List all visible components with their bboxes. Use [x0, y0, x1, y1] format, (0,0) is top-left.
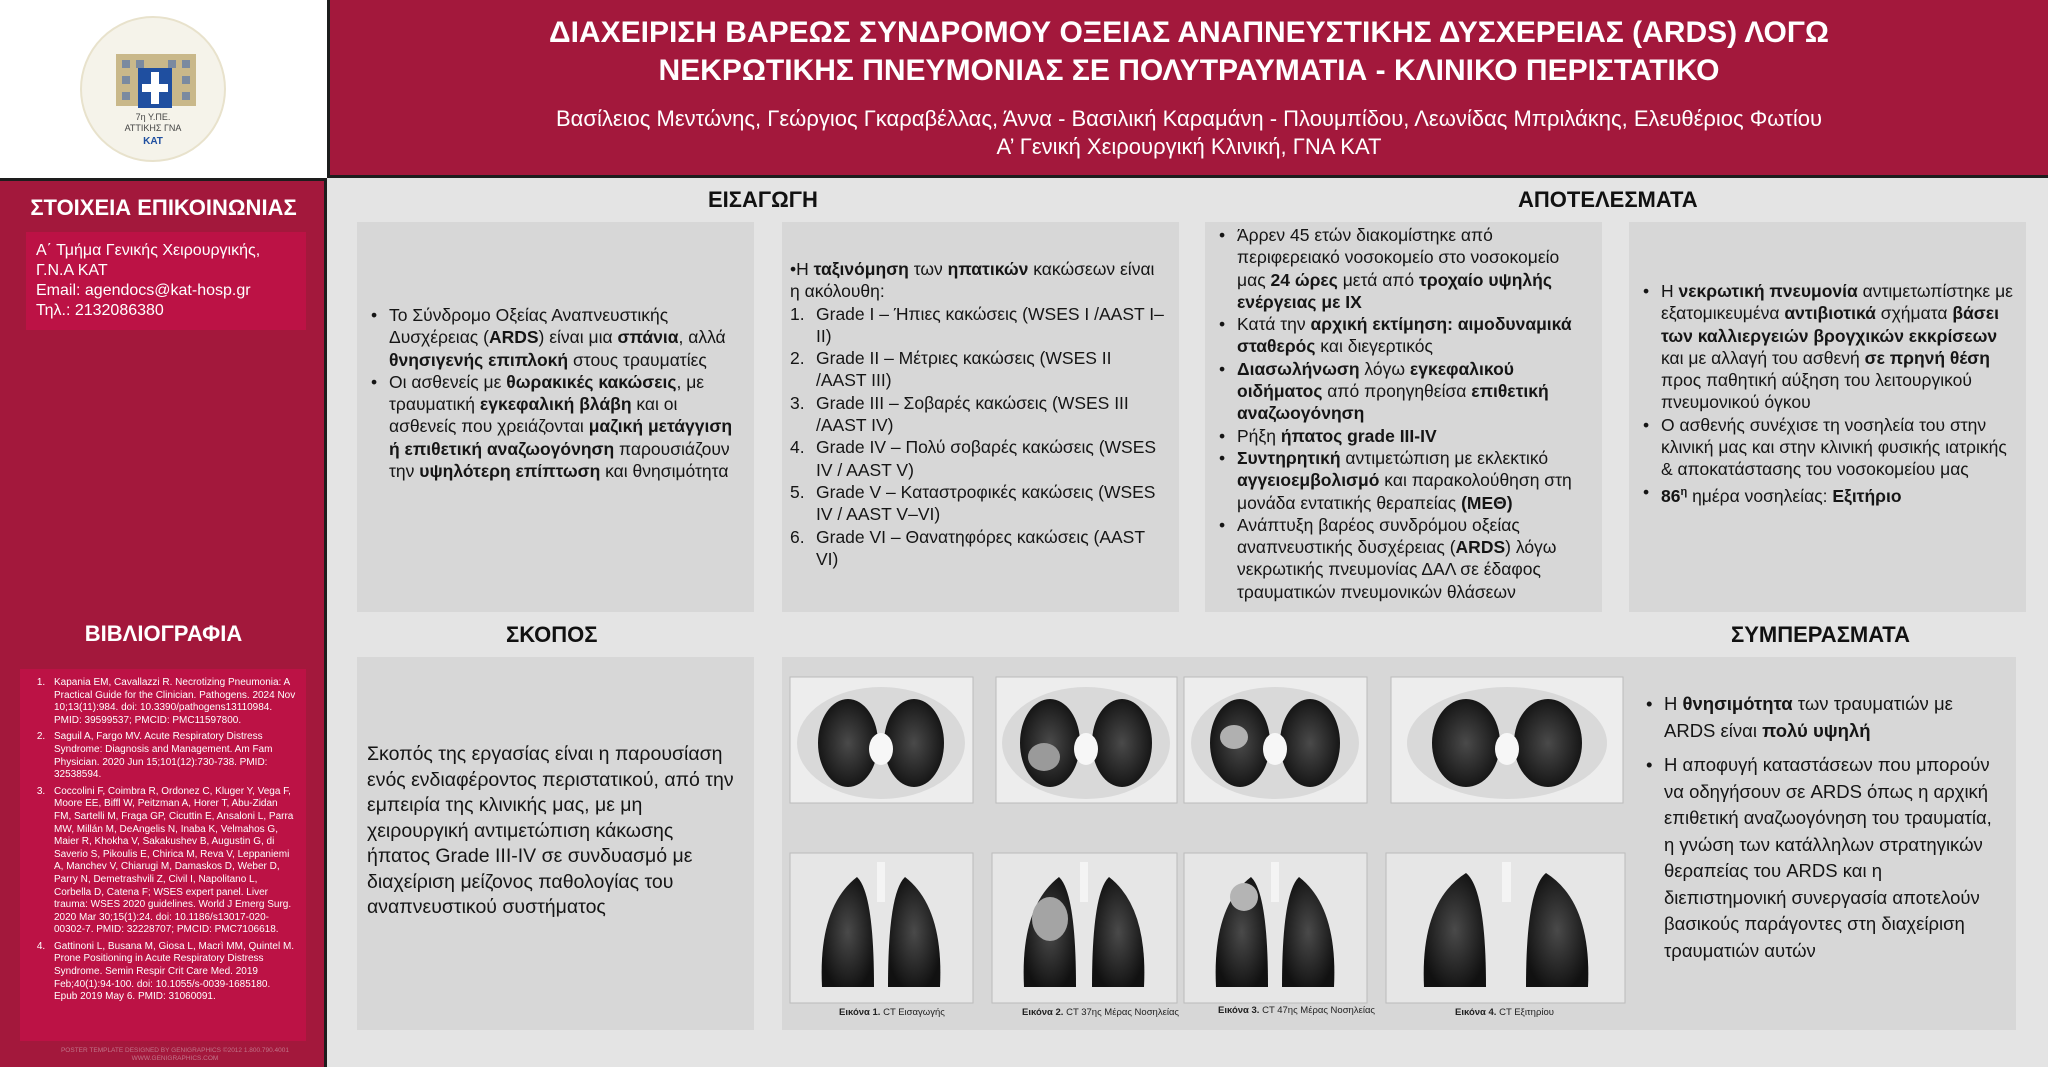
ct-axial-3	[1184, 677, 1367, 803]
liver-grades-panel	[782, 222, 1179, 612]
results-bullet: • Ρήξη ήπατος grade III-IV	[1211, 425, 1592, 447]
ct-axial-2	[996, 677, 1177, 803]
aim-text: Σκοπός της εργασίας είναι η παρουσίαση ενός ενδιαφέροντος περιστατικού, από την εμπειρία της κλινικής μας, με μη χειρουργική αντιμετώπιση κάκωσης ήπατος Grade III-IV σε συνδυασμό με διαχείριση μείζονος παθολογίας του αναπνευστικού συστήματος	[367, 743, 734, 918]
aim-panel	[357, 657, 754, 1030]
authors: Βασίλειος Μεντώνης, Γεώργιος Γκαραβέλλας, Άννα - Βασιλική Καραμάνη - Πλουμπίδου, Λεωνίδας Μπριλάκης, Ελευθέριος Φωτίου	[555, 106, 1823, 131]
results-bullet: • $86^\eta$ ημέρα νοσηλείας: Εξιτήριο	[1635, 481, 2016, 507]
ct-images	[782, 657, 1634, 1030]
results-bullet: • Ανάπτυξη βαρέος συνδρόμου οξείας αναπνευστικής δυσχέρειας (ARDS) λόγω νεκρωτικής πνευμονίας ΔΑΛ σε έδαφος τραυματικών πνευμονικών θλάσεων	[1211, 514, 1592, 603]
conclusion-bullet: • Η αποφυγή καταστάσεων που μπορούν να οδηγήσουν σε ARDS όπως η αρχική επιθετική αναζωογόνηση του τραυματία, η γνώση των κατάλληλων στρατηγικών θεραπείας του ARDS και η διεπιστημονική συνεργασία αποτελούν βασικούς παράγοντες στη διαχείριση τραυματιών αυτών	[1638, 752, 2006, 964]
title-line-1: ΔΙΑΧΕΙΡΙΣΗ ΒΑΡΕΩΣ ΣΥΝΔΡΟΜΟΥ ΟΞΕΙΑΣ ΑΝΑΠΝΕΥΣΤΙΚΗΣ ΔΥΣΧΕΡΕΙΑΣ (ARDS) ΛΟΓΩ	[549, 16, 1829, 49]
aim-heading: ΣΚΟΠΟΣ	[506, 622, 598, 647]
results-heading: ΑΠΟΤΕΛΕΣΜΑΤΑ	[1518, 187, 1698, 212]
contact-line: Α΄ Τμήμα Γενικής Χειρουργικής,	[36, 242, 261, 259]
contact-email[interactable]: Email: agendocs@kat-hosp.gr	[36, 282, 251, 299]
ct-images-panel	[782, 657, 1634, 1030]
results-panel-1	[1205, 222, 1602, 612]
results-bullet: • Διασωλήνωση λόγω εγκεφαλικού οιδήματος από προηγηθείσα επιθετική αναζωογόνηση	[1211, 358, 1592, 425]
grade-item: 4. Grade IV – Πολύ σοβαρές κακώσεις (WSES IV / AAST V)	[790, 437, 1157, 480]
results-bullet: • Κατά την αρχική εκτίμηση: αιμοδυναμικά σταθερός και διεγερτικός	[1211, 313, 1592, 358]
results-bullet: • Η νεκρωτική πνευμονία αντιμετωπίστηκε με εξατομικευμένα αντιβιοτικά σχήματα βάσει των καλλιεργειών βρογχικών εκκρίσεων και με αλλαγή του ασθενή σε πρηνή θέση προς παθητική αύξηση του λειτουργικού πνευμονικού όγκου	[1635, 280, 2016, 414]
figure-caption: Εικόνα 4. CT Εξιτηρίου	[1455, 1007, 1554, 1018]
results-bullet: • Άρρεν 45 ετών διακομίστηκε από περιφερειακό νοσοκομείο στο νοσοκομείο μας 24 ώρες μετά από τροχαίο υψηλής ενέργειας με ΙΧ	[1211, 224, 1592, 313]
title-line-2: ΝΕΚΡΩΤΙΚΗΣ ΠΝΕΥΜΟΝΙΑΣ ΣΕ ΠΟΛΥΤΡΑΥΜΑΤΙΑ - ΚΛΙΝΙΚΟ ΠΕΡΙΣΤΑΤΙΚΟ	[658, 54, 1720, 87]
grade-item: 6. Grade VI – Θανατηφόρες κακώσεις (AAST VI)	[790, 526, 1145, 569]
ct-coronal-4	[1386, 853, 1625, 1003]
conclusions-panel	[1634, 657, 2016, 1030]
logo-line1: 7η Υ.ΠΕ.	[135, 112, 171, 122]
conclusion-bullet: • Η θνησιμότητα των τραυματιών με ARDS είναι πολύ υψηλή	[1638, 691, 2006, 744]
figure-caption: Εικόνα 2. CT 37ης Μέρας Νοσηλείας	[1022, 1007, 1180, 1018]
bibliography-box	[20, 669, 306, 1041]
intro-bullet: • Το Σύνδρομο Οξείας Αναπνευστικής Δυσχέρειας (ARDS) είναι μια σπάνια, αλλά θνησιγενής επιπλοκή στους τραυματίες	[363, 304, 740, 371]
template-footnote: POSTER TEMPLATE DESIGNED BY GENIGRAPHICS ©2012 1.800.790.4001 WWW.GENIGRAPHICS.COM	[60, 1047, 290, 1062]
reference-item: 1. Kapania EM, Cavallazzi R. Necrotizing Pneumonia: A Practical Guide for the Clinician. Pathogens. 2024 Nov 10;13(11):984. doi: 10.3390/pathogens13110984. PMID: 39599537; PMCID: PMC11597800.	[48, 677, 296, 727]
reference-item: 4. Gattinoni L, Busana M, Giosa L, Macrì MM, Quintel M. Prone Positioning in Acute Respiratory Distress Syndrome. Semin Respir Crit Care Med. 2019 Feb;40(1):94-100. doi: 10.1055/s-0039-1685180. Epub 2019 May 6. PMID: 31060091.	[48, 941, 296, 1004]
logo-line3: ΚΑΤ	[143, 136, 163, 147]
grade-item: 1. Grade I – Ήπιες κακώσεις (WSES I /AAST I–II)	[790, 303, 1164, 346]
sidebar	[0, 178, 327, 1067]
reference-list	[26, 677, 296, 1004]
grade-item: 2. Grade II – Μέτριες κακώσεις (WSES II /AAST III)	[790, 348, 1112, 391]
reference-item: 3. Coccolini F, Coimbra R, Ordonez C, Kluger Y, Vega F, Moore EE, Biffl W, Peitzman A, Horer T, Abu-Zidan FM, Sartelli M, Fraga GP, Cicuttin E, Ansaloni L, Parra MW, Millán M, DeAngelis N, Inaba K, Velmahos G, Maier R, Khokha V, Sakakushev B, Augustin G, di Saverio S, Pikoulis E, Chirica M, Reva V, Leppaniemi A, Manchev V, Chiarugi M, Damaskos D, Weber D, Parry N, Demetrashvili Z, Civil I, Napolitano L, Corbella D, Catena F; WSES expert panel. Liver trauma: WSES 2020 guidelines. World J Emerg Surg. 2020 Mar 30;15(1):24. doi: 10.1186/s13017-020-00302-7. PMID: 32228707; PMCID: PMC7106618.	[48, 786, 296, 937]
results-bullet: • Ο ασθενής συνέχισε τη νοσηλεία του στην κλινική μας και στην κλινική φυσικής ιατρικής & αποκατάστασης του νοσοκομείου μας	[1635, 414, 2016, 481]
contact-line: Γ.Ν.Α ΚΑΤ	[36, 262, 108, 279]
ct-axial-4	[1391, 677, 1623, 803]
contact-heading: ΣΤΟΙΧΕΙΑ ΕΠΙΚΟΙΝΩΝΙΑΣ	[30, 195, 297, 220]
ct-coronal-2	[992, 853, 1177, 1003]
figure-caption: Εικόνα 3. CT 47ης Μέρας Νοσηλείας	[1218, 1005, 1376, 1016]
conclusions-heading: ΣΥΜΠΕΡΑΣΜΑΤΑ	[1731, 622, 1910, 647]
ct-coronal-1	[790, 853, 973, 1003]
intro-heading: ΕΙΣΑΓΩΓΗ	[708, 187, 818, 212]
logo-area	[0, 0, 327, 178]
affiliation: Α’ Γενική Χειρουργική Κλινική, ΓΝΑ ΚΑΤ	[996, 134, 1382, 159]
poster-title	[330, 14, 2048, 90]
grade-item: 5. Grade V – Καταστροφικές κακώσεις (WSES IV / AAST V–VI)	[790, 481, 1156, 525]
intro-bullet: • Οι ασθενείς με θωρακικές κακώσεις, με τραυματική εγκεφαλική βλάβη και οι ασθενείς που χρειάζονται μαζική μετάγγιση ή επιθετική αναζωογόνηση παρουσιάζουν την υψηλότερη επίπτωση και θνησιμότητα	[363, 371, 740, 482]
bibliography-heading: ΒΙΒΛΙΟΓΡΑΦΙΑ	[84, 621, 243, 646]
contact-phone: Τηλ.: 2132086380	[36, 302, 164, 319]
contact-box	[26, 232, 306, 330]
ct-axial-1	[790, 677, 973, 803]
ct-coronal-3	[1184, 853, 1367, 1003]
grades-intro: •Η ταξινόμηση των ηπατικών κακώσεων είναι η ακόλουθη:	[790, 259, 1155, 302]
figure-caption: Εικόνα 1. CT Εισαγωγής	[839, 1007, 945, 1018]
results-panel-2	[1629, 222, 2026, 612]
poster-header	[327, 0, 2048, 178]
hospital-logo	[78, 14, 228, 164]
results-bullet: • Συντηρητική αντιμετώπιση με εκλεκτικό αγγειοεμβολισμό και παρακολούθηση στη μονάδα εντατικής θεραπείας (ΜΕΘ)	[1211, 447, 1592, 514]
logo-line2: ΑΤΤΙΚΗΣ ΓΝΑ	[124, 123, 182, 133]
grade-item: 3. Grade III – Σοβαρές κακώσεις (WSES III /AAST IV)	[790, 392, 1129, 436]
grades-list	[790, 303, 1165, 571]
intro-panel	[357, 222, 754, 612]
reference-item: 2. Saguil A, Fargo MV. Acute Respiratory Distress Syndrome: Diagnosis and Management. Am Fam Physician. 2020 Jun 15;101(12):730-738. PMID: 32538594.	[48, 731, 296, 781]
